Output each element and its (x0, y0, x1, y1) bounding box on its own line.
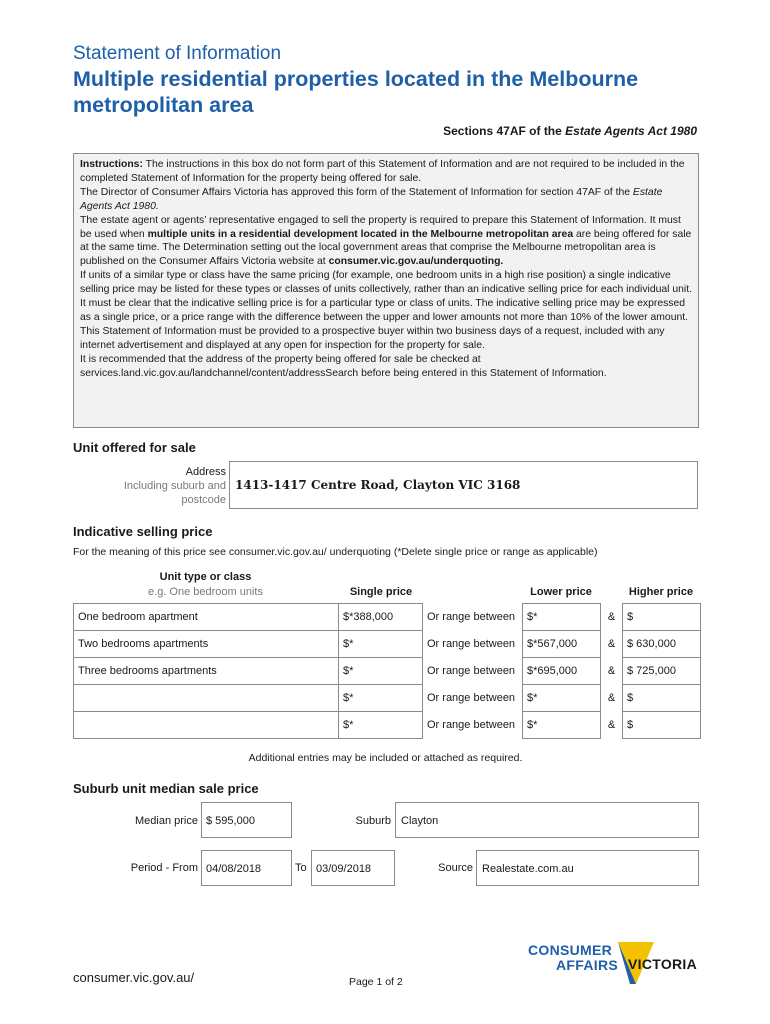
instructions-p3 (80, 214, 692, 270)
instructions-box (73, 153, 699, 428)
logo-text-consumer: CONSUMER (528, 942, 613, 958)
instructions-p3-a: The estate agent or agents’ representative engaged to sell the property is required to prepare this Statement of Information. It must be used when (80, 214, 681, 240)
source-label: Source (438, 862, 473, 874)
median-price-label: Median price (135, 815, 198, 827)
table-row (74, 658, 701, 685)
range-label: Or range between (427, 719, 516, 731)
single-price-cell[interactable]: $* (339, 631, 423, 658)
instructions-p2-text: The Director of Consumer Affairs Victoria has approved this form of the Statement of Information for section 47AF of the (80, 186, 633, 198)
page-title (73, 66, 713, 118)
instructions-p2-act: Estate Agents Act 1980. (80, 186, 663, 212)
to-label: To (295, 862, 307, 874)
col-type-hint: e.g. One bedroom units (148, 586, 263, 598)
amp-label: & (607, 719, 616, 731)
higher-price-cell[interactable]: $ 725,000 (623, 658, 701, 685)
address-sub-label: Including suburb and (123, 480, 226, 492)
logo-text-affairs: AFFAIRS (556, 957, 618, 973)
median-price-field[interactable]: $ 595,000 (201, 802, 292, 838)
sections-reference (443, 124, 697, 138)
table-row (74, 712, 701, 739)
address-field[interactable]: 1413-1417 Centre Road, Clayton VIC 3168 (229, 461, 698, 509)
sections-act: Estate Agents Act 1980 (565, 124, 697, 138)
higher-price-cell[interactable]: $ (623, 685, 701, 712)
price-table (73, 603, 701, 739)
unit-type-cell[interactable] (74, 712, 339, 739)
range-label: Or range between (427, 611, 516, 623)
underquoting-link[interactable]: consumer.vic.gov.au/underquoting. (328, 256, 504, 268)
instructions-p1-text: The instructions in this box do not form part of this Statement of Information and are not required to be included in the completed Statement of Information for the property being offered for sale. (80, 159, 685, 184)
lower-price-cell[interactable]: $*695,000 (523, 658, 601, 685)
unit-type-cell[interactable]: Two bedrooms apartments (74, 631, 339, 658)
col-single-header: Single price (349, 586, 413, 598)
amp-label: & (607, 611, 616, 623)
single-price-cell[interactable]: $* (339, 685, 423, 712)
unit-type-cell[interactable]: One bedroom apartment (74, 604, 339, 631)
unit-type-cell[interactable] (74, 685, 339, 712)
lower-price-cell[interactable]: $* (523, 712, 601, 739)
table-row (74, 631, 701, 658)
period-from-field[interactable]: 04/08/2018 (201, 850, 292, 886)
period-from-label: Period - From (130, 862, 198, 874)
range-label: Or range between (427, 692, 516, 704)
unit-offered-heading: Unit offered for sale (73, 440, 196, 455)
instructions-p3-bold: multiple units in a residential development located in the Melbourne metropolitan area (147, 228, 574, 240)
instructions-p1 (80, 158, 692, 186)
instructions-label: Instructions: (80, 159, 143, 170)
sections-prefix: Sections 47AF of the (443, 124, 566, 138)
instructions-p5: This Statement of Information must be provided to a prospective buyer within two business days of a request, included with any internet advertisement and displayed at any open for inspection for the property for sale. (80, 325, 665, 351)
indicative-note: For the meaning of this price see consumer.vic.gov.au/ underquoting (*Delete single price or range as applicable) (73, 546, 598, 558)
period-to-field[interactable]: 03/09/2018 (311, 850, 395, 886)
source-field[interactable]: Realestate.com.au (476, 850, 699, 886)
range-label: Or range between (427, 638, 516, 650)
amp-label: & (607, 638, 616, 650)
address-label: Address (185, 466, 226, 478)
indicative-heading: Indicative selling price (73, 524, 213, 539)
col-higher-header: Higher price (628, 586, 694, 598)
instructions-p6: It is recommended that the address of the property being offered for sale be checked at services.land.vic.gov.au/landchannel/content/addressSearch before being entered in this Statement of Information. (80, 353, 607, 379)
lower-price-cell[interactable]: $* (523, 685, 601, 712)
single-price-cell[interactable]: $* (339, 712, 423, 739)
col-type-header: Unit type or class (159, 571, 252, 583)
title-line-1: Multiple residential properties located in the Melbourne (73, 67, 639, 91)
median-heading: Suburb unit median sale price (73, 781, 259, 796)
address-label-group (100, 465, 226, 507)
title-line-2: metropolitan area (73, 93, 254, 117)
page-number: Page 1 of 2 (349, 976, 403, 988)
table-row (74, 685, 701, 712)
logo-text-victoria: VICTORIA (628, 956, 698, 972)
form-pretitle: Statement of Information (73, 43, 282, 64)
amp-label: & (607, 692, 616, 704)
range-label: Or range between (427, 665, 516, 677)
single-price-cell[interactable]: $* (339, 658, 423, 685)
instructions-p4: If units of a similar type or class have the same pricing (for example, one bedroom units in a high rise position) a single indicative selling price may be listed for these types or classes of units collectively, rather than an indicative selling price for each individual unit. It must be clear that the indicative selling price is for a particular type or class of units. The indicative selling price may be expressed as a single price, or a price range with the difference between the upper and lower amounts not more than 10% of the lower amount. (80, 270, 693, 323)
suburb-field[interactable]: Clayton (395, 802, 699, 838)
table-row (74, 604, 701, 631)
single-price-cell[interactable]: $*388,000 (339, 604, 423, 631)
suburb-label: Suburb (355, 815, 391, 827)
unit-type-cell[interactable]: Three bedrooms apartments (74, 658, 339, 685)
instructions-p3-b: are being offered for sale at the same time. The Determination setting out the local government areas that comprise the Melbourne metropolitan area is published on the Consumer Affairs Victoria website at (80, 228, 692, 268)
col-lower-header: Lower price (530, 586, 592, 598)
higher-price-cell[interactable]: $ (623, 712, 701, 739)
consumer-affairs-victoria-logo (528, 940, 708, 990)
higher-price-cell[interactable]: $ 630,000 (623, 631, 701, 658)
lower-price-cell[interactable]: $* (523, 604, 601, 631)
address-sub-label-2: postcode (181, 494, 226, 506)
additional-entries-note: Additional entries may be included or attached as required. (248, 752, 523, 764)
amp-label: & (607, 665, 616, 677)
footer-url[interactable]: consumer.vic.gov.au/ (73, 970, 195, 985)
instructions-p2 (80, 186, 692, 214)
higher-price-cell[interactable]: $ (623, 604, 701, 631)
lower-price-cell[interactable]: $*567,000 (523, 631, 601, 658)
